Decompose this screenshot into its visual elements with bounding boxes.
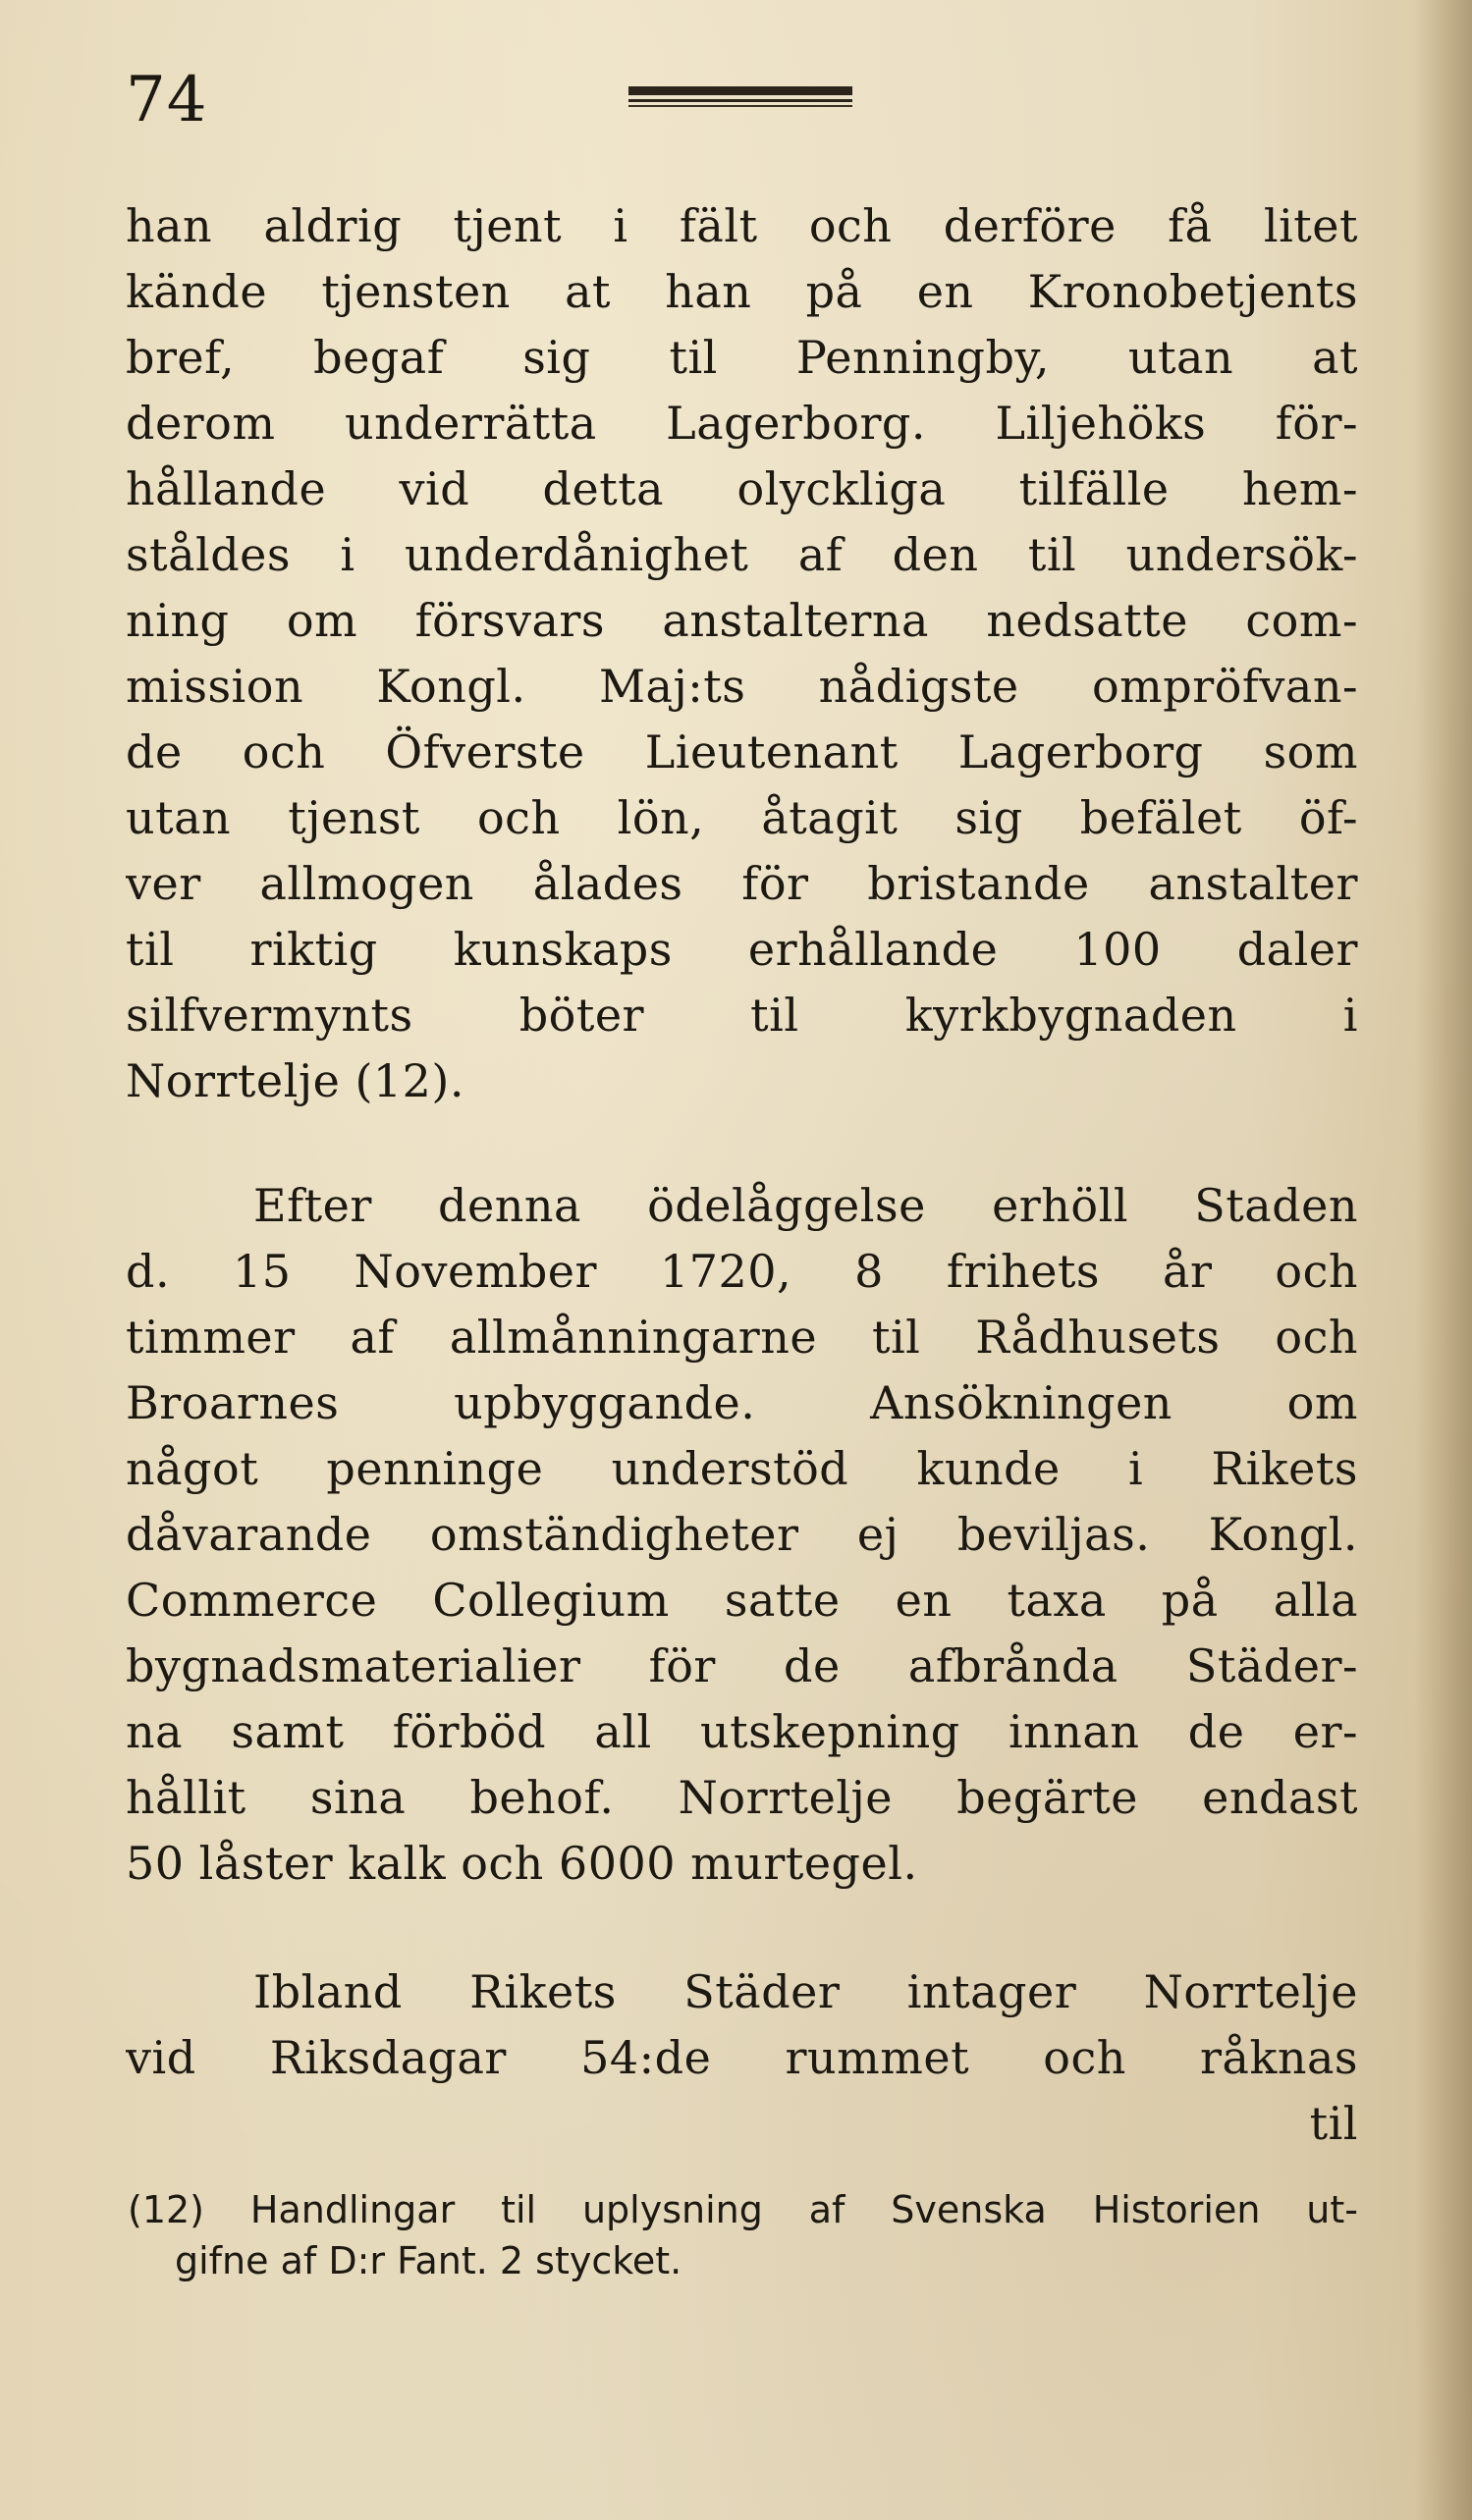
text-line: ståldes i underdånighet af den til undersök- [126,528,1358,581]
text-line: ning om försvars anstalterna nedsatte com- [126,594,1358,647]
text-line: hållit sina behof. Norrtelje begärte endast [126,1771,1358,1824]
text-line: bref, begaf sig til Penningby, utan at [126,331,1358,384]
text-line: något penninge understöd kunde i Rikets [126,1442,1358,1495]
text-line: timmer af allmånningarne til Rådhusets och [126,1311,1358,1364]
text-line: Ibland Rikets Städer intager Norrtelje [253,1965,1358,2018]
text-line: d. 15 November 1720, 8 frihets år och [126,1245,1358,1298]
text-line: hållande vid detta olyckliga tilfälle hem- [126,462,1358,515]
text-line: vid Riksdagar 54:de rummet och råknas [126,2031,1358,2084]
text-line: silfvermynts böter til kyrkbygnaden i [126,989,1358,1042]
footnote-line: gifne af D:r Fant. 2 stycket. [175,2239,682,2282]
catchword: til [1309,2097,1358,2150]
header-rule-ornament [628,86,852,108]
text-line: 50 låster kalk och 6000 murtegel. [126,1837,918,1890]
paragraph-1 [126,193,1358,1114]
text-line: Efter denna ödelåggelse erhöll Staden [253,1179,1358,1232]
text-line: Commerce Collegium satte en taxa på alla [126,1574,1358,1627]
text-line: Broarnes upbyggande. Ansökningen om [126,1376,1358,1429]
footnote [126,2184,1358,2286]
paragraph-2 [126,1173,1358,1897]
footnote-line: (12) Handlingar til uplysning af Svenska Historien ut- [128,2188,1358,2231]
page-edge-shadow [1415,0,1472,2520]
text-line: derom underrätta Lagerborg. Liljehöks för- [126,397,1358,450]
text-line: Norrtelje (12). [126,1054,464,1107]
page-number: 74 [126,64,208,136]
text-line: kände tjensten at han på en Kronobetjents [126,265,1358,318]
text-line: bygnadsmaterialier för de afbrånda Städer- [126,1639,1358,1692]
text-line: utan tjenst och lön, åtagit sig befälet öf- [126,791,1358,844]
text-line: han aldrig tjent i fält och derföre få litet [126,199,1358,252]
text-line: mission Kongl. Maj:ts nådigste ompröfvan- [126,660,1358,713]
text-line: til riktig kunskaps erhållande 100 daler [126,923,1358,976]
text-line: de och Öfverste Lieutenant Lagerborg som [126,725,1358,778]
paragraph-3 [126,1959,1358,2157]
text-line: dåvarande omständigheter ej beviljas. Kongl. [126,1508,1358,1561]
text-line: ver allmogen ålades för bristande anstalter [126,857,1358,910]
text-line: na samt förböd all utskepning innan de er- [126,1705,1358,1758]
